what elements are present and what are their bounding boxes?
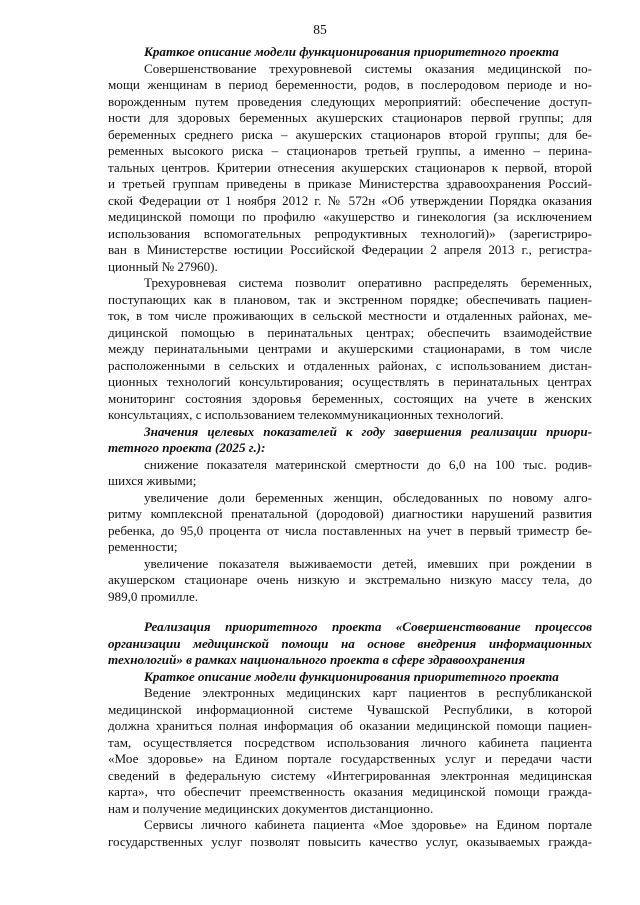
target-item [108,490,592,556]
text-line: нам и получение медицинских документов дистанционно. [108,800,434,816]
text-line: использования вспомогательных репродуктивных технологий)» (зарегистриро- [108,225,592,241]
text-line: ременных высокого риска – стационаров третьей группы, а именно – перина- [108,143,592,158]
text-line: беременных среднего риска – акушерских стационаров второй группы; для бе- [108,126,592,142]
text-line: государственных услуг позволят повысить качество услуг, оказываемых гражда- [108,833,592,849]
section-heading: Краткое описание модели функционирования приоритетного проекта [144,668,559,684]
text-line: шихся живыми; [108,473,197,488]
text-line: Реализация приоритетного проекта «Совершенствование процессов [144,619,592,634]
paragraph [108,685,592,817]
page-body [108,44,592,850]
text-line: ток, в том числе проживающих в сельской местности и отдаленных районах, ме- [108,308,592,323]
text-line: Значения целевых показателей к году завершения реализации приори- [144,423,592,439]
text-line: и третьей группам приведены в приказе Министерства здравоохранения Россий- [108,176,592,191]
text-line: Совершенствование трехуровневой системы оказания медицинской по- [144,60,592,76]
text-line: организации медицинской помощи на основе внедрения информационных [108,635,592,651]
paragraph [108,275,592,424]
text-line: между перинатальными центрами и акушерскими стационарами, в том числе [108,341,592,356]
section-heading: Краткое описание модели функционирования приоритетного проекта [144,44,559,59]
text-line: медицинской информационной системе Чувашской Республики, в которой [108,701,592,717]
text-line: ван в Министерстве юстиции Российской Федерации 2 апреля 2013 г., регистра- [108,242,592,257]
target-item [108,457,592,490]
text-line: 989,0 промилле. [108,588,199,604]
text-line: карта», что обеспечит преемственность оказания медицинской помощи гражда- [108,784,592,799]
targets-heading [108,424,592,457]
text-line: увеличение показателя выживаемости детей, имевших при рождении в [144,555,592,571]
text-line: ритму комплексной пренатальной (дородовой) диагностики нарушений развития [108,506,592,521]
text-line: мощи женщинам в период беременности, родов, в послеродовом периоде и но- [108,77,592,92]
text-line: ременности; [108,539,178,554]
text-line: ворожденным путем проведения следующих мероприятий: обеспечение доступ- [108,93,592,109]
text-line: ности для здоровых беременных акушерских стационаров первой группы; для [108,110,592,125]
text-line: мониторинг состояния здоровья беременных, состоящих на учете в женских [108,390,592,406]
text-line: поступающих как в плановом, так и экстренном порядке; обеспечивать пациен- [108,291,592,307]
text-line: увеличение доли беременных женщин, обследованных по новому алго- [144,489,592,505]
target-item [108,556,592,606]
text-line: там, осуществляется посредством использования личного кабинета пациента [108,734,592,750]
text-line: тальных центров. Критерии отнесения акушерских стационаров к первой, второй [108,159,592,175]
page-number: 85 [313,22,327,37]
section-gap [108,605,592,619]
text-line: Ведение электронных медицинских карт пациентов в республиканской [144,685,592,700]
text-line: «Мое здоровье» на Едином портале государственных услуг и передачи части [108,751,592,766]
paragraph [108,61,592,276]
text-line: консультациях, с использованием телекоммуникационных технологий. [108,407,504,422]
text-line: ционных технологий консультирования; осуществлять в перинатальных центрах [108,374,592,389]
text-line: ской Федерации от 1 ноября 2012 г. № 572н «Об утверждении Порядка оказания [108,192,592,208]
text-line: ционный № 27960). [108,258,218,274]
text-line: должна храниться полная информация об оказании медицинской помощи пациен- [108,718,592,733]
text-line: Трехуровневая система позволит оперативно распределять беременных, [144,275,592,290]
text-line: ребенка, до 95,0 процента от числа поставленных на учет в первый триместр бе- [108,522,592,538]
project-heading [108,619,592,669]
text-line: снижение показателя материнской смертности до 6,0 на 100 тыс. родив- [144,456,592,472]
text-line: дицинской помощью в перинатальных центрах; обеспечить взаимодействие [108,324,592,340]
text-line: расположенными в сельских и отдаленных районах, с использованием дистан- [108,357,592,373]
text-line: акушерском стационаре очень низкую и экстремально низкую массу тела, до [108,572,592,587]
text-line: тетного проекта (2025 г.): [108,440,266,455]
text-line: технологий» в рамках национального проекта в сфере здравоохранения [108,652,526,667]
text-line: медицинской помощи по профилю «акушерство и гинекология (за исключением [108,209,592,224]
text-line: сведений в федеральную систему «Интегрированная электронная медицинская [108,767,592,783]
paragraph [108,817,592,850]
text-line: Сервисы личного кабинета пациента «Мое здоровье» на Едином портале [144,817,592,832]
